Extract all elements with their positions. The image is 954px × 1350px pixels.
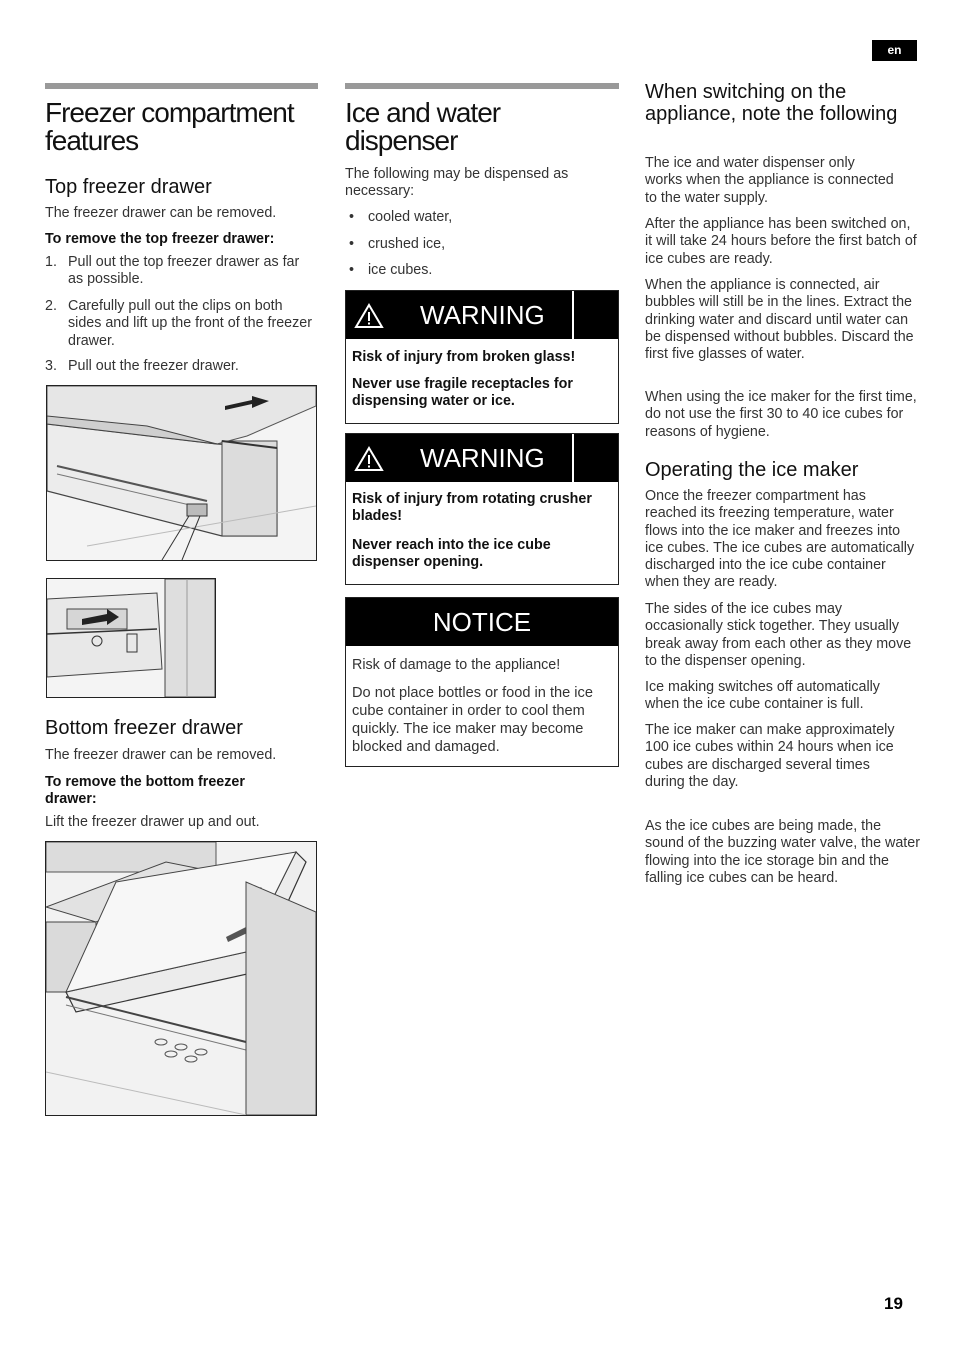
- notice-text-1: Risk of damage to the appliance!: [352, 657, 561, 673]
- section-title-dispenser: Ice and water dispenser: [345, 97, 501, 156]
- warning-header: [346, 434, 618, 482]
- top-drawer-intro: The freezer drawer can be removed.: [45, 205, 277, 221]
- step-item: [45, 358, 318, 376]
- top-drawer-instruction: To remove the top freezer drawer:: [45, 231, 275, 247]
- operating-para-1: Once the freezer compartment has reached its freezing temperature, water flows into the ice maker and freezes into ice cubes. The ice cubes are automatically discharged into the ice cube container when they are ready.: [645, 488, 915, 591]
- clip-detail-drawing: [47, 579, 215, 697]
- dispenser-intro: The following may be dispensed as necessary:: [345, 166, 569, 200]
- step-text: Carefully pull out the clips on both sides and lift up the front of the freezer drawer.: [68, 298, 312, 349]
- switching-para-1: The ice and water dispenser only works when the appliance is connected to the water supply.: [645, 155, 894, 206]
- section-title-freezer: Freezer compartment features: [45, 97, 294, 156]
- bullet-text: crushed ice,: [368, 236, 446, 252]
- step-item: [45, 254, 318, 290]
- header-separator: [572, 434, 574, 482]
- warning-triangle-icon: [354, 303, 384, 329]
- bottom-drawer-intro: The freezer drawer can be removed.: [45, 747, 277, 763]
- top-drawer-drawing: [47, 386, 316, 560]
- step-number: 3.: [45, 358, 57, 374]
- notice-label: NOTICE: [432, 607, 532, 637]
- warning-text-2: Never reach into the ice cube dispenser opening.: [352, 537, 551, 571]
- bottom-drawer-instruction: To remove the bottom freezer drawer:: [45, 774, 245, 808]
- warning-triangle-icon: [354, 446, 384, 472]
- step-number: 2.: [45, 298, 57, 314]
- step-text: Pull out the top freezer drawer as far as possible.: [68, 254, 300, 288]
- section-rule: [45, 83, 318, 89]
- notice-box: [345, 597, 619, 767]
- warning-box-glass: [345, 290, 619, 424]
- switching-para-3: When the appliance is connected, air bubbles will still be in the lines. Extract the drinking water and discard until water can be dispensed without bubbles. Discard the first five glasses of water.: [645, 277, 914, 363]
- page-number: 19: [884, 1294, 903, 1313]
- operating-para-3: Ice making switches off automatically when the ice cube container is full.: [645, 679, 880, 713]
- step-item: [45, 298, 318, 352]
- warning-label: WARNING: [420, 443, 545, 473]
- heading-bottom-freezer-drawer: Bottom freezer drawer: [45, 717, 243, 739]
- operating-para-5: As the ice cubes are being made, the sound of the buzzing water valve, the water flowing into the ice storage bin and the falling ice cubes can be heard.: [645, 818, 920, 886]
- warning-text-1: Risk of injury from rotating crusher blades!: [352, 491, 592, 525]
- language-tab: en: [872, 40, 917, 61]
- warning-label: WARNING: [420, 300, 545, 330]
- heading-operating-ice-maker: Operating the ice maker: [645, 459, 859, 481]
- warning-text-1: Risk of injury from broken glass!: [352, 349, 576, 365]
- operating-para-2: The sides of the ice cubes may occasionally stick together. They usually break away from each other as they move to the dispenser opening.: [645, 601, 912, 669]
- step-text: Pull out the freezer drawer.: [68, 358, 239, 374]
- section-rule: [345, 83, 619, 89]
- bullet-text: ice cubes.: [368, 262, 433, 278]
- notice-header: [346, 598, 618, 646]
- header-separator: [572, 291, 574, 339]
- notice-text-2: Do not place bottles or food in the ice cube container in order to cool them quickly. The ice maker may become blocked and damaged.: [352, 685, 593, 755]
- bottom-drawer-drawing: [46, 842, 316, 1115]
- bottom-drawer-text: Lift the freezer drawer up and out.: [45, 814, 260, 830]
- warning-header: [346, 291, 618, 339]
- bottom-drawer-illustration: [45, 841, 317, 1116]
- operating-para-4: The ice maker can make approximately 100 ice cubes within 24 hours when ice cubes are discharged several times during the day.: [645, 722, 895, 790]
- step-number: 1.: [45, 254, 57, 270]
- bullet-text: cooled water,: [368, 209, 453, 225]
- clip-detail-illustration: [46, 578, 216, 698]
- switching-para-4: When using the ice maker for the first time, do not use the first 30 to 40 ice cubes for reasons of hygiene.: [645, 389, 917, 440]
- heading-switching-on: When switching on the appliance, note the following: [645, 81, 898, 125]
- warning-text-2: Never use fragile receptacles for dispensing water or ice.: [352, 376, 573, 410]
- top-drawer-illustration: [46, 385, 317, 561]
- warning-box-blades: [345, 433, 619, 585]
- heading-top-freezer-drawer: Top freezer drawer: [45, 176, 212, 198]
- switching-para-2: After the appliance has been switched on, it will take 24 hours before the first batch of ice cubes are ready.: [645, 216, 917, 267]
